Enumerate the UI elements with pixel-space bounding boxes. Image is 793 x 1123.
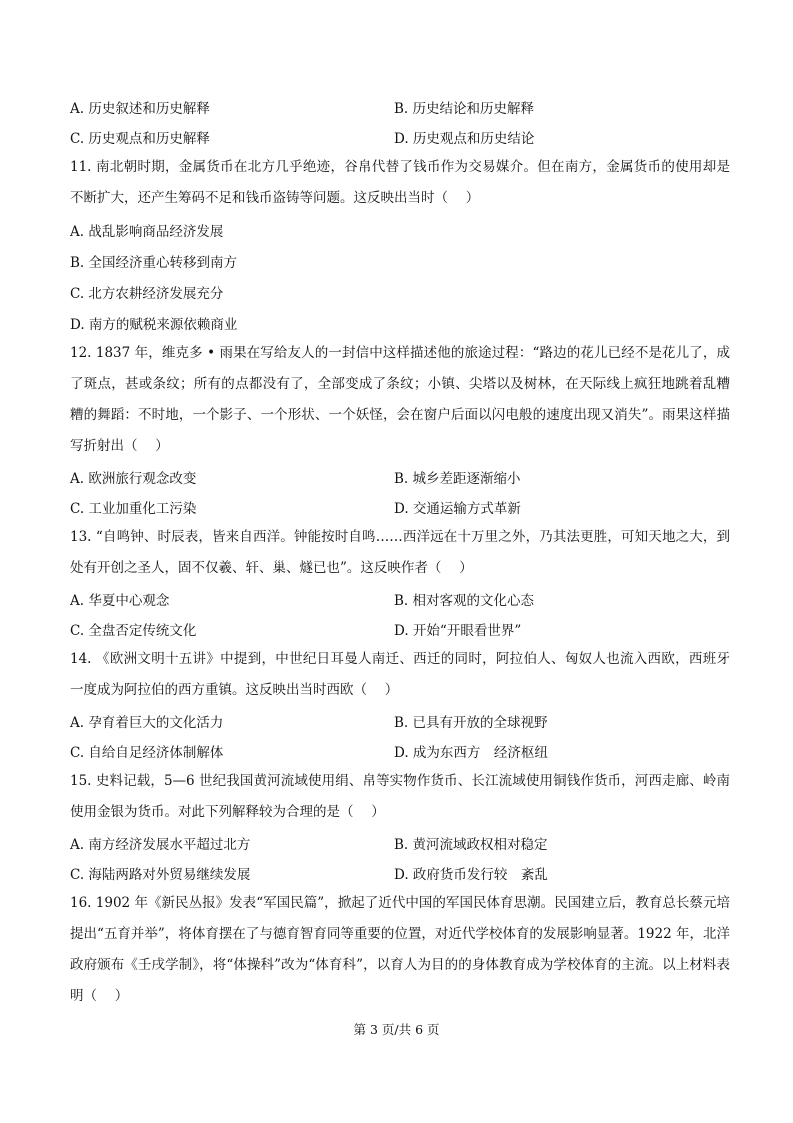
q10-options-row-1 [70,92,730,122]
option-a: A. 华夏中心观念 [70,593,170,609]
q12-options-row-2 [70,492,730,522]
q14-options-row-1 [70,706,730,736]
option-a: A. 孕育着巨大的文化活力 [70,715,224,731]
q11-option-a: A. 战乱影响商品经济发展 [70,223,224,240]
option-c: C. 工业加重化工污染 [70,501,197,517]
q10-options-row-2 [70,122,730,152]
option-d: D. 成为东西方 经济枢纽 [394,745,548,761]
q12-options-row-1 [70,462,730,492]
exam-page [70,92,730,1012]
option-b: B. 已具有开放的全球视野 [394,715,548,731]
question-13-stem: 13. “自鸣钟、时辰表，皆来自西洋。钟能按时自鸣……西洋远在十万里之外，乃其法更胜，可知天地之大，到处有开创之圣人，固不仅羲、轩、巢、燧已也”。这反映作者（ ） [70,529,730,576]
q11-option-b: B. 全国经济重心转移到南方 [70,254,238,271]
question-14-stem: 14. 《欧洲文明十五讲》中提到，中世纪日耳曼人南迁、西迁的同时，阿拉伯人、匈奴人也流入西欧，西班牙一度成为阿拉伯的西方重镇。这反映出当时西欧（ ） [70,651,730,698]
q11-option-c: C. 北方农耕经济发展充分 [70,285,224,302]
q14-options-row-2 [70,736,730,766]
option-c: C. 全盘否定传统文化 [70,623,197,639]
option-a: A. 历史叙述和历史解释 [70,101,210,117]
question-11-stem: 11. 南北朝时期，金属货币在北方几乎绝迹，谷帛代替了钱币作为交易媒介。但在南方，金属货币的使用却是不断扩大，还产生筹码不足和钱币盗铸等问题。这反映出当时（ ） [70,159,730,206]
question-16-stem: 16. 1902 年《新民丛报》发表“军国民篇”，掀起了近代中国的军国民体育思潮。民国建立后，教育总长蔡元培提出“五育并举”，将体育摆在了与德育智育同等重要的位置，对近代学校体育的发展影响显著。1922 年，北洋政府颁布《壬戌学制》，将“体操科”改为“体育科”，以育人为目的的身体教育成为学校体育的主流。以上材料表明（ ） [70,895,730,1004]
q15-options-row-2 [70,858,730,888]
option-c: C. 海陆两路对外贸易继续发展 [70,867,251,883]
option-c: C. 历史观点和历史解释 [70,131,210,147]
option-d: D. 开始“开眼看世界” [394,623,522,639]
q13-options-row-2 [70,614,730,644]
option-b: B. 城乡差距逐渐缩小 [394,471,521,487]
option-c: C. 自给自足经济体制解体 [70,745,224,761]
option-b: B. 相对客观的文化心态 [394,593,535,609]
option-b: B. 黄河流域政权相对稳定 [394,837,548,853]
option-d: D. 政府货币发行较 紊乱 [394,867,548,883]
option-d: D. 历史观点和历史结论 [394,131,535,147]
q15-options-row-1 [70,828,730,858]
option-a: A. 欧洲旅行观念改变 [70,471,197,487]
option-d: D. 交通运输方式革新 [394,501,521,517]
q11-option-d: D. 南方的赋税来源依赖商业 [70,316,238,333]
option-b: B. 历史结论和历史解释 [394,101,535,117]
question-12-stem: 12. 1837 年，维克多 • 雨果在写给友人的一封信中这样描述他的旅途过程：“路边的花儿已经不是花儿了，成了斑点，甚或条纹；所有的点都没有了，全部变成了条纹；小镇、尖塔以及树林，在天际线上疯狂地跳着乱糟糟的舞蹈：不时地，一个影子、一个形状、一个妖怪，会在窗户后面以闪电般的速度出现又消失”。雨果这样描写折射出（ ） [70,345,730,454]
page-number: 第 3 页/共 6 页 [353,1022,440,1037]
option-a: A. 南方经济发展水平超过北方 [70,837,251,853]
question-15-stem: 15. 史料记载，5—6 世纪我国黄河流域使用绢、帛等实物作货币、长江流域使用铜钱作货币，河西走廊、岭南使用金银为货币。对此下列解释较为合理的是（ ） [70,773,730,820]
q13-options-row-1 [70,584,730,614]
